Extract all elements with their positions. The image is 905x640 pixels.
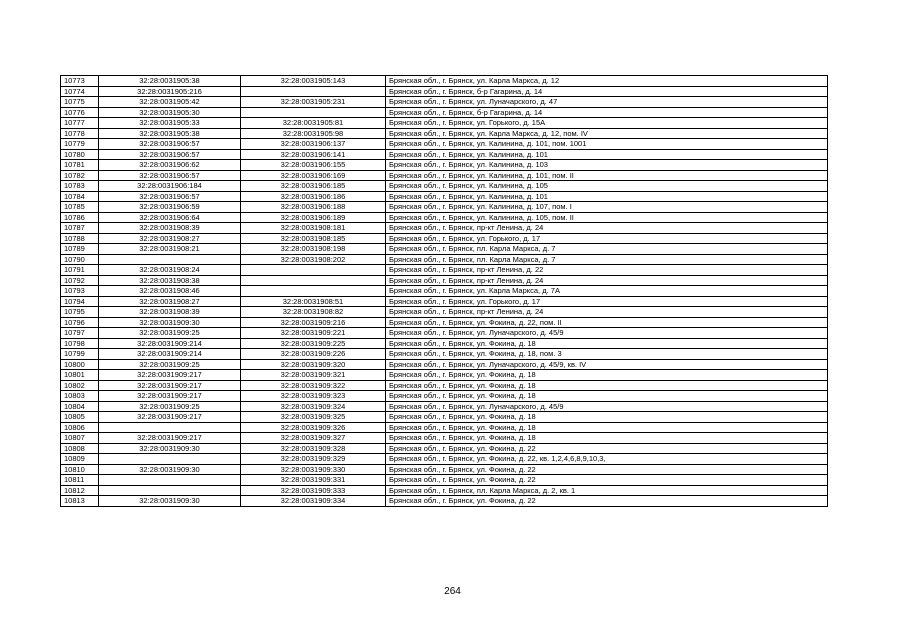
object-number-cell: 32:28:0031905:143: [241, 76, 386, 87]
row-number-cell: 10778: [61, 128, 99, 139]
object-number-cell: 32:28:0031908:198: [241, 244, 386, 255]
row-number-cell: 10783: [61, 181, 99, 192]
object-number-cell: [241, 275, 386, 286]
parcel-number-cell: 32:28:0031905:30: [99, 107, 241, 118]
parcel-number-cell: 32:28:0031909:217: [99, 433, 241, 444]
parcel-number-cell: 32:28:0031909:214: [99, 349, 241, 360]
parcel-number-cell: 32:28:0031908:39: [99, 223, 241, 234]
table-row: [61, 139, 828, 150]
table-row: [61, 265, 828, 276]
table-row: [61, 191, 828, 202]
object-number-cell: 32:28:0031909:328: [241, 443, 386, 454]
address-cell: Брянская обл., г. Брянск, ул. Фокина, д. 22: [386, 464, 828, 475]
row-number-cell: 10780: [61, 149, 99, 160]
object-number-cell: 32:28:0031906:188: [241, 202, 386, 213]
address-cell: Брянская обл., г. Брянск, пр-кт Ленина, д. 24: [386, 307, 828, 318]
table-row: [61, 475, 828, 486]
address-cell: Брянская обл., г. Брянск, ул. Калинина, д. 101, пом. 1001: [386, 139, 828, 150]
address-cell: Брянская обл., г. Брянск, ул. Калинина, д. 103: [386, 160, 828, 171]
address-cell: Брянская обл., г. Брянск, ул. Луначарского, д. 45/9, кв. IV: [386, 359, 828, 370]
address-cell: Брянская обл., г. Брянск, ул. Горького, д. 17: [386, 233, 828, 244]
row-number-cell: 10782: [61, 170, 99, 181]
object-number-cell: 32:28:0031908:202: [241, 254, 386, 265]
table-row: [61, 275, 828, 286]
table-row: [61, 286, 828, 297]
address-cell: Брянская обл., г. Брянск, пл. Карла Маркса, д. 2, кв. 1: [386, 485, 828, 496]
parcel-number-cell: 32:28:0031905:38: [99, 76, 241, 87]
address-cell: Брянская обл., г. Брянск, ул. Фокина, д. 18: [386, 338, 828, 349]
row-number-cell: 10792: [61, 275, 99, 286]
row-number-cell: 10779: [61, 139, 99, 150]
address-cell: Брянская обл., г. Брянск, ул. Фокина, д. 18, пом. 3: [386, 349, 828, 360]
row-number-cell: 10802: [61, 380, 99, 391]
row-number-cell: 10786: [61, 212, 99, 223]
row-number-cell: 10797: [61, 328, 99, 339]
address-cell: Брянская обл., г. Брянск, ул. Калинина, д. 101, пом. II: [386, 170, 828, 181]
table-row: [61, 181, 828, 192]
row-number-cell: 10810: [61, 464, 99, 475]
address-cell: Брянская обл., г. Брянск, б-р Гагарина, д. 14: [386, 86, 828, 97]
row-number-cell: 10775: [61, 97, 99, 108]
parcel-number-cell: 32:28:0031905:33: [99, 118, 241, 129]
address-cell: Брянская обл., г. Брянск, ул. Фокина, д. 22: [386, 443, 828, 454]
object-number-cell: 32:28:0031909:320: [241, 359, 386, 370]
parcel-number-cell: 32:28:0031906:57: [99, 170, 241, 181]
address-cell: Брянская обл., г. Брянск, ул. Горького, д. 15А: [386, 118, 828, 129]
page-number: 264: [444, 586, 461, 597]
table-row: [61, 401, 828, 412]
parcel-number-cell: [99, 254, 241, 265]
row-number-cell: 10801: [61, 370, 99, 381]
row-number-cell: 10784: [61, 191, 99, 202]
address-cell: Брянская обл., г. Брянск, ул. Фокина, д. 18: [386, 380, 828, 391]
row-number-cell: 10804: [61, 401, 99, 412]
table-row: [61, 349, 828, 360]
table-row: [61, 338, 828, 349]
table-row: [61, 118, 828, 129]
object-number-cell: 32:28:0031909:225: [241, 338, 386, 349]
table-row: [61, 443, 828, 454]
object-number-cell: 32:28:0031909:226: [241, 349, 386, 360]
address-cell: Брянская обл., г. Брянск, ул. Фокина, д. 18: [386, 433, 828, 444]
table-row: [61, 244, 828, 255]
object-number-cell: 32:28:0031908:82: [241, 307, 386, 318]
table-row: [61, 317, 828, 328]
table-row: [61, 307, 828, 318]
row-number-cell: 10796: [61, 317, 99, 328]
object-number-cell: 32:28:0031906:189: [241, 212, 386, 223]
table-row: [61, 296, 828, 307]
parcel-number-cell: 32:28:0031905:42: [99, 97, 241, 108]
address-cell: Брянская обл., г. Брянск, пл. Карла Маркса, д. 7: [386, 244, 828, 255]
object-number-cell: 32:28:0031908:51: [241, 296, 386, 307]
object-number-cell: 32:28:0031909:329: [241, 454, 386, 465]
parcel-number-cell: 32:28:0031906:57: [99, 191, 241, 202]
table-row: [61, 485, 828, 496]
table-row: [61, 412, 828, 423]
parcel-number-cell: 32:28:0031909:30: [99, 464, 241, 475]
parcel-number-cell: [99, 454, 241, 465]
object-number-cell: 32:28:0031908:181: [241, 223, 386, 234]
row-number-cell: 10794: [61, 296, 99, 307]
table-row: [61, 170, 828, 181]
table-row: [61, 202, 828, 213]
table-row: [61, 254, 828, 265]
parcel-number-cell: 32:28:0031906:64: [99, 212, 241, 223]
parcel-number-cell: 32:28:0031908:27: [99, 233, 241, 244]
row-number-cell: 10813: [61, 496, 99, 507]
address-cell: Брянская обл., г. Брянск, ул. Калинина, д. 101: [386, 191, 828, 202]
object-number-cell: 32:28:0031906:186: [241, 191, 386, 202]
row-number-cell: 10800: [61, 359, 99, 370]
address-cell: Брянская обл., г. Брянск, ул. Фокина, д. 22: [386, 475, 828, 486]
table-row: [61, 160, 828, 171]
address-cell: Брянская обл., г. Брянск, пр-кт Ленина, д. 24: [386, 275, 828, 286]
object-number-cell: 32:28:0031906:137: [241, 139, 386, 150]
row-number-cell: 10791: [61, 265, 99, 276]
object-number-cell: 32:28:0031909:324: [241, 401, 386, 412]
row-number-cell: 10803: [61, 391, 99, 402]
address-cell: Брянская обл., г. Брянск, ул. Карла Маркса, д. 12: [386, 76, 828, 87]
address-cell: Брянская обл., г. Брянск, ул. Калинина, д. 107, пом. I: [386, 202, 828, 213]
table-row: [61, 370, 828, 381]
parcel-number-cell: 32:28:0031909:30: [99, 317, 241, 328]
address-cell: Брянская обл., г. Брянск, ул. Калинина, д. 105, пом. II: [386, 212, 828, 223]
object-number-cell: 32:28:0031909:216: [241, 317, 386, 328]
address-cell: Брянская обл., г. Брянск, ул. Горького, д. 17: [386, 296, 828, 307]
table-row: [61, 149, 828, 160]
table-row: [61, 422, 828, 433]
object-number-cell: 32:28:0031909:333: [241, 485, 386, 496]
object-number-cell: 32:28:0031909:334: [241, 496, 386, 507]
address-cell: Брянская обл., г. Брянск, ул. Луначарского, д. 47: [386, 97, 828, 108]
row-number-cell: 10807: [61, 433, 99, 444]
parcel-number-cell: 32:28:0031906:57: [99, 139, 241, 150]
table-body: [61, 76, 828, 507]
address-cell: Брянская обл., г. Брянск, ул. Фокина, д. 18: [386, 391, 828, 402]
parcel-number-cell: 32:28:0031905:38: [99, 128, 241, 139]
row-number-cell: 10795: [61, 307, 99, 318]
parcel-number-cell: 32:28:0031909:30: [99, 443, 241, 454]
table-row: [61, 380, 828, 391]
object-number-cell: [241, 286, 386, 297]
parcel-number-cell: 32:28:0031909:30: [99, 496, 241, 507]
row-number-cell: 10805: [61, 412, 99, 423]
parcel-number-cell: 32:28:0031909:217: [99, 391, 241, 402]
parcel-number-cell: 32:28:0031908:39: [99, 307, 241, 318]
object-number-cell: 32:28:0031905:98: [241, 128, 386, 139]
row-number-cell: 10806: [61, 422, 99, 433]
row-number-cell: 10781: [61, 160, 99, 171]
object-number-cell: [241, 86, 386, 97]
row-number-cell: 10777: [61, 118, 99, 129]
parcel-number-cell: 32:28:0031906:184: [99, 181, 241, 192]
parcel-number-cell: 32:28:0031908:21: [99, 244, 241, 255]
parcel-number-cell: 32:28:0031906:57: [99, 149, 241, 160]
row-number-cell: 10812: [61, 485, 99, 496]
object-number-cell: 32:28:0031909:331: [241, 475, 386, 486]
object-number-cell: [241, 107, 386, 118]
table-row: [61, 128, 828, 139]
parcel-number-cell: 32:28:0031908:24: [99, 265, 241, 276]
object-number-cell: 32:28:0031905:231: [241, 97, 386, 108]
row-number-cell: 10790: [61, 254, 99, 265]
parcel-number-cell: 32:28:0031909:217: [99, 380, 241, 391]
row-number-cell: 10789: [61, 244, 99, 255]
object-number-cell: 32:28:0031909:326: [241, 422, 386, 433]
table-row: [61, 107, 828, 118]
address-cell: Брянская обл., г. Брянск, ул. Карла Маркса, д. 12, пом. IV: [386, 128, 828, 139]
parcel-number-cell: [99, 475, 241, 486]
object-number-cell: 32:28:0031905:81: [241, 118, 386, 129]
row-number-cell: 10799: [61, 349, 99, 360]
parcel-number-cell: 32:28:0031909:217: [99, 370, 241, 381]
row-number-cell: 10787: [61, 223, 99, 234]
table-row: [61, 496, 828, 507]
parcel-number-cell: 32:28:0031905:216: [99, 86, 241, 97]
address-cell: Брянская обл., г. Брянск, ул. Луначарского, д. 45/9: [386, 401, 828, 412]
address-cell: Брянская обл., г. Брянск, ул. Фокина, д. 18: [386, 422, 828, 433]
parcel-number-cell: 32:28:0031909:25: [99, 328, 241, 339]
object-number-cell: 32:28:0031906:141: [241, 149, 386, 160]
address-cell: Брянская обл., г. Брянск, ул. Карла Маркса, д. 7А: [386, 286, 828, 297]
parcel-number-cell: [99, 485, 241, 496]
table-row: [61, 391, 828, 402]
object-number-cell: 32:28:0031909:323: [241, 391, 386, 402]
cadastral-table: [60, 75, 828, 507]
address-cell: Брянская обл., г. Брянск, ул. Калинина, д. 105: [386, 181, 828, 192]
row-number-cell: 10808: [61, 443, 99, 454]
address-cell: Брянская обл., г. Брянск, пл. Карла Маркса, д. 7: [386, 254, 828, 265]
parcel-number-cell: 32:28:0031909:25: [99, 359, 241, 370]
parcel-number-cell: [99, 422, 241, 433]
table-row: [61, 97, 828, 108]
row-number-cell: 10809: [61, 454, 99, 465]
object-number-cell: 32:28:0031908:185: [241, 233, 386, 244]
table-row: [61, 328, 828, 339]
parcel-number-cell: 32:28:0031906:59: [99, 202, 241, 213]
parcel-number-cell: 32:28:0031909:217: [99, 412, 241, 423]
address-cell: Брянская обл., г. Брянск, ул. Фокина, д. 22, кв. 1,2,4,6,8,9,10,3,: [386, 454, 828, 465]
table-row: [61, 359, 828, 370]
parcel-number-cell: 32:28:0031908:27: [99, 296, 241, 307]
row-number-cell: 10798: [61, 338, 99, 349]
row-number-cell: 10785: [61, 202, 99, 213]
object-number-cell: 32:28:0031909:321: [241, 370, 386, 381]
address-cell: Брянская обл., г. Брянск, пр-кт Ленина, д. 24: [386, 223, 828, 234]
table-row: [61, 233, 828, 244]
table-row: [61, 223, 828, 234]
parcel-number-cell: 32:28:0031908:38: [99, 275, 241, 286]
address-cell: Брянская обл., г. Брянск, ул. Фокина, д. 18: [386, 370, 828, 381]
address-cell: Брянская обл., г. Брянск, ул. Луначарского, д. 45/9: [386, 328, 828, 339]
parcel-number-cell: 32:28:0031908:46: [99, 286, 241, 297]
address-cell: Брянская обл., г. Брянск, ул. Фокина, д. 22: [386, 496, 828, 507]
parcel-number-cell: 32:28:0031909:25: [99, 401, 241, 412]
parcel-number-cell: 32:28:0031909:214: [99, 338, 241, 349]
row-number-cell: 10774: [61, 86, 99, 97]
table-row: [61, 212, 828, 223]
object-number-cell: 32:28:0031909:322: [241, 380, 386, 391]
object-number-cell: 32:28:0031906:155: [241, 160, 386, 171]
address-cell: Брянская обл., г. Брянск, ул. Фокина, д. 18: [386, 412, 828, 423]
address-cell: Брянская обл., г. Брянск, пр-кт Ленина, д. 22: [386, 265, 828, 276]
object-number-cell: 32:28:0031909:325: [241, 412, 386, 423]
object-number-cell: 32:28:0031909:327: [241, 433, 386, 444]
object-number-cell: 32:28:0031909:330: [241, 464, 386, 475]
address-cell: Брянская обл., г. Брянск, ул. Калинина, д. 101: [386, 149, 828, 160]
object-number-cell: [241, 265, 386, 276]
row-number-cell: 10773: [61, 76, 99, 87]
row-number-cell: 10811: [61, 475, 99, 486]
table-row: [61, 86, 828, 97]
object-number-cell: 32:28:0031906:169: [241, 170, 386, 181]
table-row: [61, 433, 828, 444]
address-cell: Брянская обл., г. Брянск, ул. Фокина, д. 22, пом. II: [386, 317, 828, 328]
parcel-number-cell: 32:28:0031906:62: [99, 160, 241, 171]
row-number-cell: 10793: [61, 286, 99, 297]
object-number-cell: 32:28:0031906:185: [241, 181, 386, 192]
table-row: [61, 76, 828, 87]
table-row: [61, 454, 828, 465]
address-cell: Брянская обл., г. Брянск, б-р Гагарина, д. 14: [386, 107, 828, 118]
row-number-cell: 10788: [61, 233, 99, 244]
table-row: [61, 464, 828, 475]
row-number-cell: 10776: [61, 107, 99, 118]
object-number-cell: 32:28:0031909:221: [241, 328, 386, 339]
